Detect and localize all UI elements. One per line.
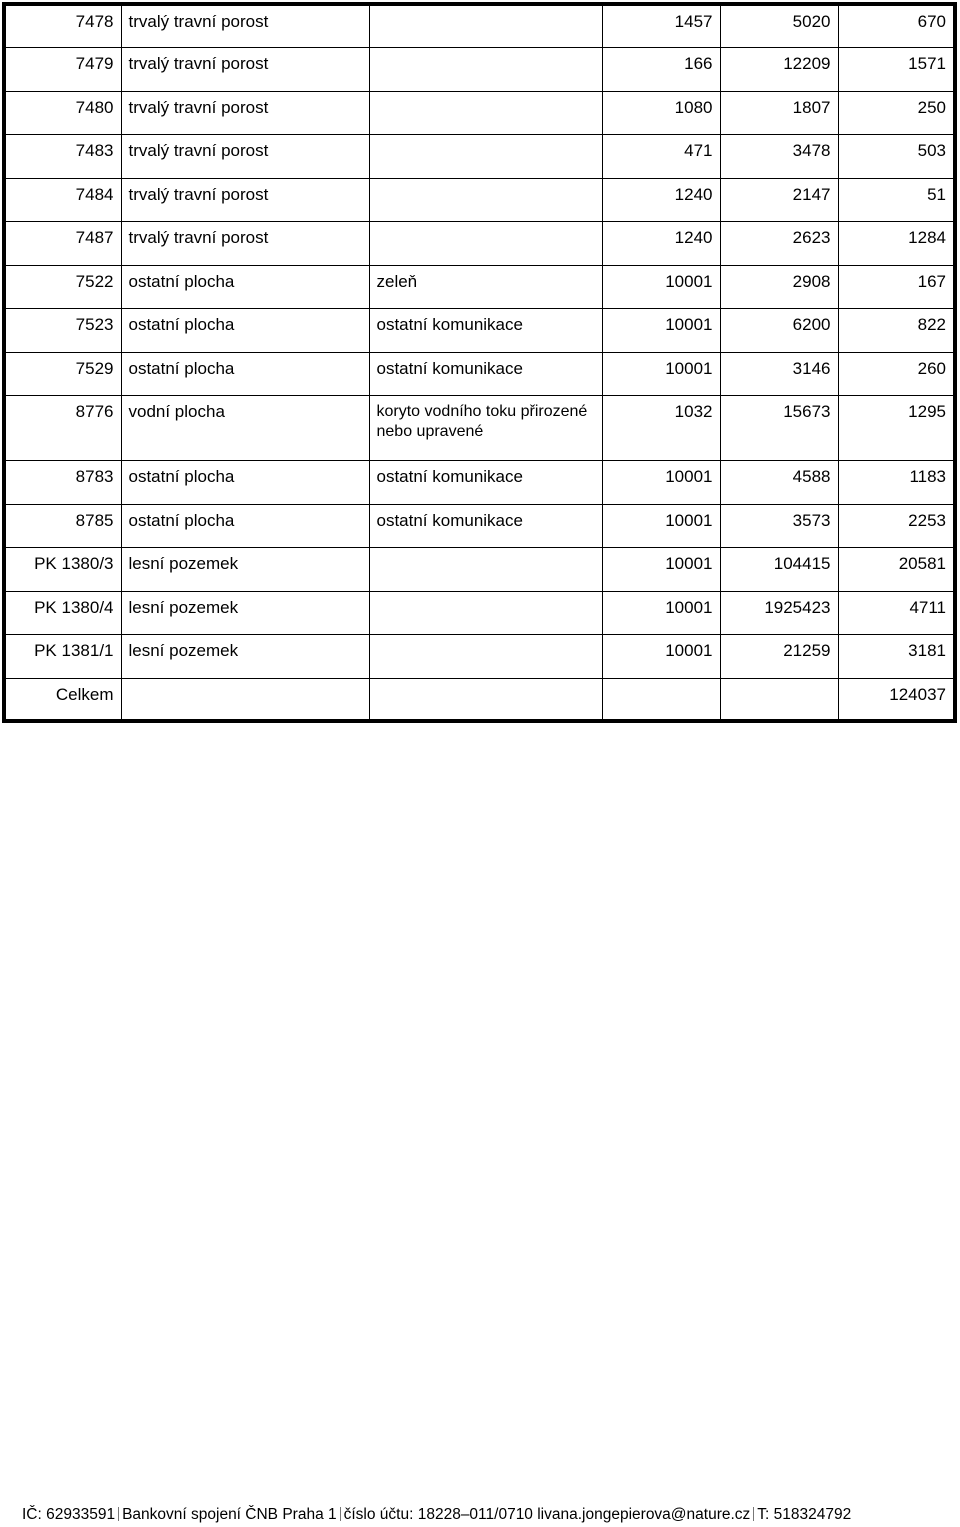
parcel-number-cell xyxy=(4,352,121,396)
land-type: ostatní plocha xyxy=(128,467,235,486)
value-a-cell xyxy=(602,48,720,92)
land-use-cell xyxy=(369,591,602,635)
value-a: 10001 xyxy=(665,597,713,617)
value-b-cell xyxy=(720,396,838,461)
value-b: 12209 xyxy=(783,54,831,73)
land-type: ostatní plocha xyxy=(128,510,235,530)
value-b-cell xyxy=(720,635,838,679)
land-use-cell xyxy=(369,461,602,505)
land-type: lesní pozemek xyxy=(128,597,239,617)
land-use-cell xyxy=(369,48,602,92)
value-a-cell xyxy=(602,548,720,592)
land-use-cell xyxy=(369,396,602,461)
land-type: ostatní plocha xyxy=(128,271,235,291)
land-type-cell xyxy=(121,48,369,92)
land-type: trvalý travní porost xyxy=(128,97,269,117)
land-use-cell xyxy=(369,178,602,222)
value-b-cell xyxy=(720,265,838,309)
parcel-number: 7478 xyxy=(75,12,114,31)
value-b-cell xyxy=(720,548,838,592)
parcel-number: 7484 xyxy=(75,184,114,204)
total-empty-cell xyxy=(121,678,369,721)
value-b: 1807 xyxy=(792,97,831,117)
value-b-cell xyxy=(720,309,838,353)
value-c-cell xyxy=(838,265,955,309)
land-type-cell xyxy=(121,222,369,266)
value-c: 4711 xyxy=(909,597,946,617)
land-type-cell xyxy=(121,178,369,222)
parcel-number-cell xyxy=(4,396,121,461)
value-a: 10001 xyxy=(665,467,713,486)
value-b: 2623 xyxy=(792,228,831,247)
value-c-cell xyxy=(838,352,955,396)
value-a: 166 xyxy=(684,54,713,73)
land-use-cell xyxy=(369,504,602,548)
parcel-table xyxy=(2,2,957,723)
table-row xyxy=(4,548,955,592)
land-type: trvalý travní porost xyxy=(128,228,269,247)
table-row xyxy=(4,48,955,92)
value-a-cell xyxy=(602,461,720,505)
value-a: 471 xyxy=(684,141,713,160)
value-a: 1240 xyxy=(674,184,713,204)
value-c: 1284 xyxy=(908,228,946,247)
value-b: 2147 xyxy=(792,184,831,204)
land-type-cell xyxy=(121,4,369,48)
value-c: 670 xyxy=(917,12,946,31)
land-use-cell xyxy=(369,135,602,179)
value-a-cell xyxy=(602,396,720,461)
value-b-cell xyxy=(720,135,838,179)
value-c: 250 xyxy=(917,97,946,117)
footer-phone: T: 518324792 xyxy=(757,1506,852,1523)
value-c-cell xyxy=(838,591,955,635)
land-type: trvalý travní porost xyxy=(128,184,269,204)
value-c-cell xyxy=(838,178,955,222)
land-use-cell xyxy=(369,309,602,353)
parcel-number-cell xyxy=(4,178,121,222)
value-a: 1080 xyxy=(674,97,713,117)
value-a-cell xyxy=(602,178,720,222)
value-a: 1032 xyxy=(674,402,713,421)
value-a-cell xyxy=(602,352,720,396)
parcel-number: 7480 xyxy=(75,97,114,117)
land-type-cell xyxy=(121,352,369,396)
parcel-number: PK 1381/1 xyxy=(34,641,114,660)
land-type: ostatní plocha xyxy=(128,358,235,378)
parcel-number: PK 1380/4 xyxy=(34,597,114,617)
parcel-number-cell xyxy=(4,265,121,309)
value-a-cell xyxy=(602,135,720,179)
parcel-number: PK 1380/3 xyxy=(34,554,114,573)
land-type-cell xyxy=(121,548,369,592)
parcel-number: 7523 xyxy=(75,315,114,334)
value-a-cell xyxy=(602,591,720,635)
total-row xyxy=(4,678,955,721)
value-a-cell xyxy=(602,222,720,266)
land-type: ostatní plocha xyxy=(128,315,235,334)
value-b-cell xyxy=(720,48,838,92)
parcel-number: 7529 xyxy=(75,358,114,378)
land-use-cell xyxy=(369,4,602,48)
value-a: 10001 xyxy=(665,271,713,291)
value-a-cell xyxy=(602,635,720,679)
parcel-number-cell xyxy=(4,135,121,179)
land-use: zeleň xyxy=(376,271,418,291)
land-type-cell xyxy=(121,309,369,353)
value-b: 1925423 xyxy=(764,597,831,617)
value-c-cell xyxy=(838,222,955,266)
value-a-cell xyxy=(602,4,720,48)
value-b-cell xyxy=(720,504,838,548)
footer-separator xyxy=(340,1507,341,1521)
total-empty-cell xyxy=(720,678,838,721)
value-b: 5020 xyxy=(792,12,831,31)
value-b-cell xyxy=(720,461,838,505)
land-use: ostatní komunikace xyxy=(376,358,523,378)
table-row xyxy=(4,591,955,635)
value-a: 1457 xyxy=(674,12,713,31)
land-type-cell xyxy=(121,635,369,679)
value-c-cell xyxy=(838,4,955,48)
land-type: lesní pozemek xyxy=(128,641,239,660)
value-c-cell xyxy=(838,461,955,505)
value-c: 260 xyxy=(917,358,946,378)
land-type-cell xyxy=(121,135,369,179)
value-c: 1295 xyxy=(908,402,946,421)
value-b: 4588 xyxy=(792,467,831,486)
value-c-cell xyxy=(838,135,955,179)
parcel-number-cell xyxy=(4,309,121,353)
land-type: trvalý travní porost xyxy=(128,141,269,160)
value-b: 104415 xyxy=(773,554,831,573)
parcel-number: 8776 xyxy=(75,402,114,421)
value-b: 6200 xyxy=(792,315,831,334)
land-type: trvalý travní porost xyxy=(128,54,269,73)
land-type: lesní pozemek xyxy=(128,554,239,573)
table-row xyxy=(4,309,955,353)
parcel-number-cell xyxy=(4,4,121,48)
footer-bank: Bankovní spojení ČNB Praha 1 xyxy=(122,1506,337,1523)
value-b-cell xyxy=(720,591,838,635)
value-c: 51 xyxy=(927,184,946,204)
footer-account: číslo účtu: 18228–011/0710 livana.jongepierova@nature.cz xyxy=(343,1506,751,1523)
parcel-number: 8783 xyxy=(75,467,114,486)
value-b-cell xyxy=(720,222,838,266)
parcel-table-body xyxy=(4,4,955,678)
land-use-cell xyxy=(369,222,602,266)
value-a: 10001 xyxy=(665,315,713,334)
value-b: 15673 xyxy=(783,402,831,421)
value-c: 3181 xyxy=(908,641,946,660)
parcel-number-cell xyxy=(4,635,121,679)
land-type-cell xyxy=(121,396,369,461)
parcel-number: 7522 xyxy=(75,271,114,291)
land-use: ostatní komunikace xyxy=(376,467,523,486)
value-c-cell xyxy=(838,548,955,592)
value-b: 3573 xyxy=(792,510,831,530)
value-b-cell xyxy=(720,91,838,135)
land-type: trvalý travní porost xyxy=(128,12,269,31)
parcel-number-cell xyxy=(4,461,121,505)
land-use-cell xyxy=(369,548,602,592)
land-use: koryto vodního toku přirozené nebo upravené xyxy=(376,403,588,440)
parcel-number-cell xyxy=(4,591,121,635)
table-row xyxy=(4,461,955,505)
value-a: 10001 xyxy=(665,510,713,530)
value-c: 2253 xyxy=(908,510,946,530)
value-b-cell xyxy=(720,178,838,222)
value-c: 1183 xyxy=(909,467,946,486)
value-b: 3478 xyxy=(792,141,831,160)
table-row xyxy=(4,135,955,179)
land-type-cell xyxy=(121,461,369,505)
total-label: Celkem xyxy=(4,678,121,721)
table-row xyxy=(4,222,955,266)
parcel-number-cell xyxy=(4,48,121,92)
parcel-number: 7483 xyxy=(75,141,114,160)
value-c-cell xyxy=(838,48,955,92)
value-c-cell xyxy=(838,309,955,353)
land-use-cell xyxy=(369,635,602,679)
table-row xyxy=(4,635,955,679)
value-c-cell xyxy=(838,91,955,135)
value-c: 822 xyxy=(917,315,946,334)
total-empty-cell xyxy=(602,678,720,721)
value-b-cell xyxy=(720,352,838,396)
parcel-number: 7487 xyxy=(75,228,114,247)
land-use-cell xyxy=(369,352,602,396)
parcel-number: 8785 xyxy=(75,510,114,530)
table-row xyxy=(4,352,955,396)
table-row xyxy=(4,504,955,548)
parcel-number: 7479 xyxy=(75,54,114,73)
value-a-cell xyxy=(602,265,720,309)
land-type: vodní plocha xyxy=(128,402,225,421)
value-b: 21259 xyxy=(783,641,831,660)
page-footer xyxy=(22,1505,851,1525)
parcel-number-cell xyxy=(4,222,121,266)
parcel-number-cell xyxy=(4,548,121,592)
value-b: 3146 xyxy=(792,358,831,378)
table-row xyxy=(4,265,955,309)
land-use: ostatní komunikace xyxy=(376,510,523,530)
parcel-number-cell xyxy=(4,91,121,135)
value-a: 10001 xyxy=(665,641,713,660)
value-c: 1571 xyxy=(908,54,946,73)
value-b-cell xyxy=(720,4,838,48)
value-c-cell xyxy=(838,504,955,548)
table-row xyxy=(4,91,955,135)
land-use-cell xyxy=(369,91,602,135)
table-row xyxy=(4,396,955,461)
value-c: 503 xyxy=(917,141,946,160)
footer-separator xyxy=(118,1507,119,1521)
land-type-cell xyxy=(121,591,369,635)
value-a: 1240 xyxy=(674,228,713,247)
footer-ico: IČ: 62933591 xyxy=(22,1506,116,1523)
value-c-cell xyxy=(838,396,955,461)
value-a: 10001 xyxy=(665,554,713,573)
value-c: 20581 xyxy=(898,554,946,573)
total-empty-cell xyxy=(369,678,602,721)
value-c-cell xyxy=(838,635,955,679)
table-row xyxy=(4,178,955,222)
value-a-cell xyxy=(602,309,720,353)
table-row xyxy=(4,4,955,48)
land-type-cell xyxy=(121,265,369,309)
value-a-cell xyxy=(602,91,720,135)
value-a: 10001 xyxy=(665,358,713,378)
value-c: 167 xyxy=(917,271,946,291)
total-value: 124037 xyxy=(838,678,955,721)
value-a-cell xyxy=(602,504,720,548)
value-b: 2908 xyxy=(792,271,831,291)
footer-separator xyxy=(753,1507,754,1521)
land-use: ostatní komunikace xyxy=(376,315,523,334)
land-use-cell xyxy=(369,265,602,309)
parcel-number-cell xyxy=(4,504,121,548)
land-type-cell xyxy=(121,91,369,135)
land-type-cell xyxy=(121,504,369,548)
